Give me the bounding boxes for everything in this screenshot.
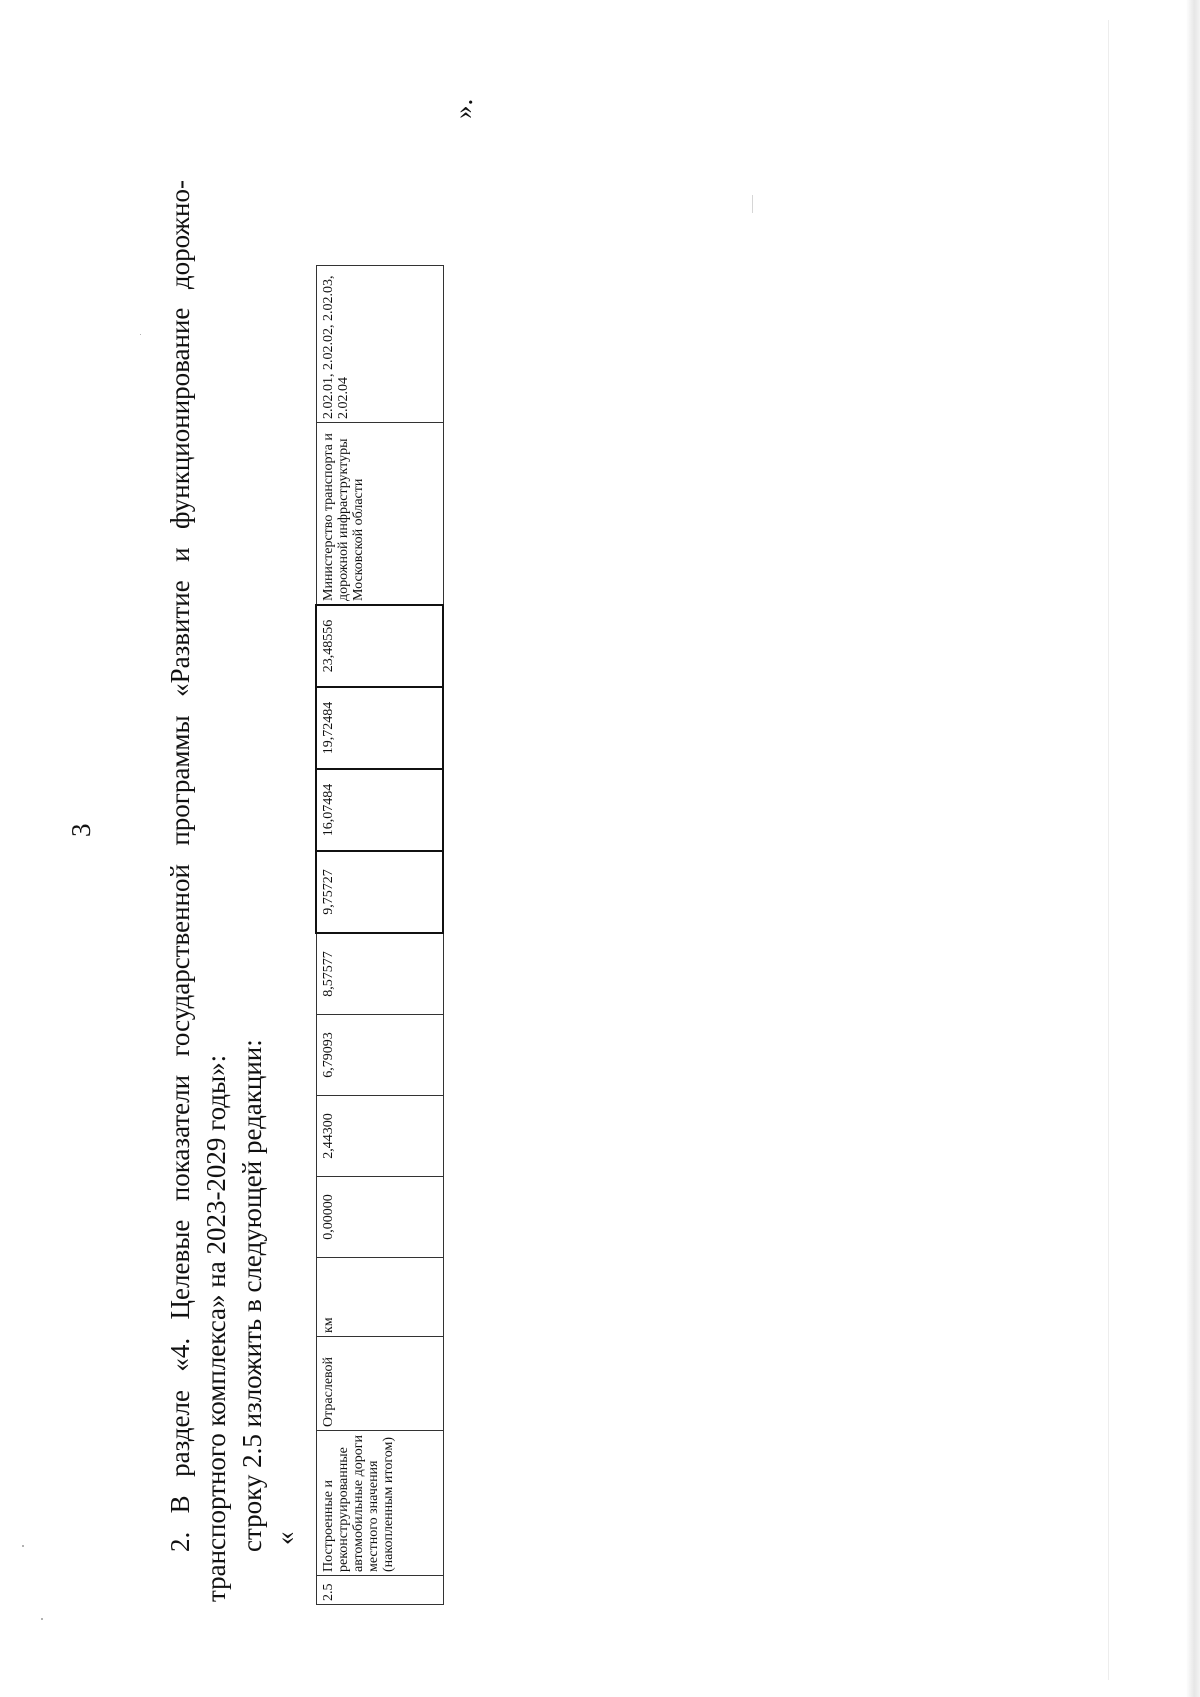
indicator-type-cell: Отраслевой — [316, 1337, 443, 1431]
intro-line-2: транспортного комплекса» на 2023-2029 годы»: — [201, 1054, 231, 1602]
value-cell: 16,07484 — [316, 769, 443, 851]
value-cell: 2,44300 — [316, 1096, 443, 1177]
value-cell: 8,57577 — [316, 933, 443, 1015]
indicator-table — [315, 265, 444, 1605]
value-cell: 23,48556 — [316, 605, 443, 687]
value-cell: 19,72484 — [316, 687, 443, 769]
value-cell: 9,75727 — [316, 851, 443, 933]
opening-quote-mark: « — [270, 1531, 300, 1545]
value-cell: 0,00000 — [316, 1177, 443, 1258]
value-cell: 6,79093 — [316, 1015, 443, 1096]
intro-line-3: строку 2.5 изложить в следующей редакции: — [237, 1039, 267, 1552]
row-number-cell: 2.5 — [316, 1576, 443, 1605]
responsible-body-cell: Министерство транспорта и дорожной инфраструктуры Московской области — [316, 423, 443, 606]
closing-quote-mark: ». — [448, 98, 478, 119]
indicator-name-cell: Построенные и реконструированные автомобильные дороги местного значения (накопленным итогом) — [316, 1431, 443, 1576]
table-row — [316, 266, 443, 1605]
page-number: 3 — [66, 823, 96, 837]
references-cell: 2.02.01, 2.02.02, 2.02.03, 2.02.04 — [316, 266, 443, 423]
intro-line-1: 2. В разделе «4. Целевые показатели государственной программы «Развитие и функционирование дорожно- — [165, 180, 195, 1552]
unit-cell: км — [316, 1258, 443, 1337]
